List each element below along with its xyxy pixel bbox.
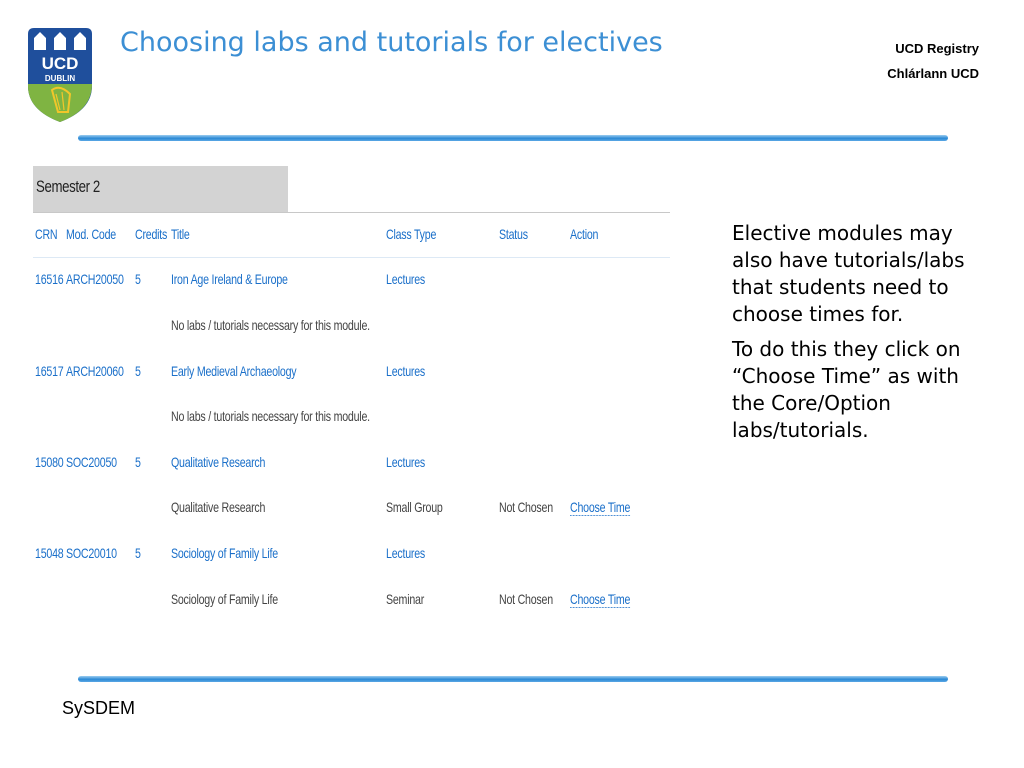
table-cell-credits: 5 [135, 545, 141, 561]
table-cell-credits: 5 [135, 454, 141, 470]
class-type-link[interactable]: Lectures [386, 363, 425, 379]
bottom-divider [78, 676, 948, 682]
col-header-class-type: Class Type [386, 226, 437, 242]
page-title: Choosing labs and tutorials for electives [120, 27, 663, 58]
col-header-credits: Credits [135, 226, 168, 242]
ucd-logo [28, 28, 92, 122]
table-cell-code: SOC20010 [66, 545, 117, 561]
top-divider [78, 135, 948, 141]
col-header-status: Status [499, 226, 528, 242]
explanation-text [732, 220, 972, 452]
tutorial-class-type: Seminar [386, 591, 425, 607]
logo-text-top: UCD [41, 54, 79, 73]
org-name-irish: Chlárlann UCD [887, 66, 979, 81]
module-table-screenshot [33, 166, 673, 626]
no-labs-note: No labs / tutorials necessary for this module. [171, 408, 370, 424]
module-title-link[interactable]: Iron Age Ireland & Europe [171, 271, 288, 287]
class-type-link[interactable]: Lectures [386, 545, 425, 561]
table-cell-code: ARCH20050 [66, 271, 124, 287]
table-cell-crn: 16516 [35, 271, 64, 287]
divider [33, 257, 670, 258]
col-header-crn: CRN [35, 226, 58, 242]
status-text: Not Chosen [499, 499, 553, 515]
table-cell-code: SOC20050 [66, 454, 117, 470]
module-title-link[interactable]: Early Medieval Archaeology [171, 363, 297, 379]
col-header-title: Title [171, 226, 190, 242]
table-cell-crn: 15048 [35, 545, 64, 561]
col-header-code: Mod. Code [66, 226, 117, 242]
table-cell-credits: 5 [135, 363, 141, 379]
class-type-link[interactable]: Lectures [386, 271, 425, 287]
logo-text-bottom: DUBLIN [44, 74, 76, 83]
explanation-paragraph: Elective modules may also have tutorials/labs that students need to choose times for. [732, 221, 965, 326]
status-text: Not Chosen [499, 591, 553, 607]
table-cell-crn: 15080 [35, 454, 64, 470]
footer-label: SySDEM [62, 698, 136, 718]
tutorial-class-type: Small Group [386, 499, 443, 515]
module-title-link[interactable]: Qualitative Research [171, 454, 266, 470]
semester-tab[interactable] [33, 166, 288, 213]
semester-tab-label: Semester 2 [36, 177, 100, 196]
no-labs-note: No labs / tutorials necessary for this module. [171, 317, 370, 333]
table-cell-credits: 5 [135, 271, 141, 287]
table-cell-code: ARCH20060 [66, 363, 124, 379]
explanation-paragraph: To do this they click on “Choose Time” as with the Core/Option labs/tutorials. [732, 337, 961, 442]
tutorial-title: Qualitative Research [171, 499, 266, 515]
choose-time-link[interactable]: Choose Time [570, 499, 631, 515]
tutorial-title: Sociology of Family Life [171, 591, 278, 607]
col-header-action: Action [570, 226, 599, 242]
class-type-link[interactable]: Lectures [386, 454, 425, 470]
org-name-english: UCD Registry [895, 41, 979, 56]
divider [33, 212, 670, 213]
table-cell-crn: 16517 [35, 363, 64, 379]
choose-time-link[interactable]: Choose Time [570, 591, 631, 607]
module-title-link[interactable]: Sociology of Family Life [171, 545, 278, 561]
